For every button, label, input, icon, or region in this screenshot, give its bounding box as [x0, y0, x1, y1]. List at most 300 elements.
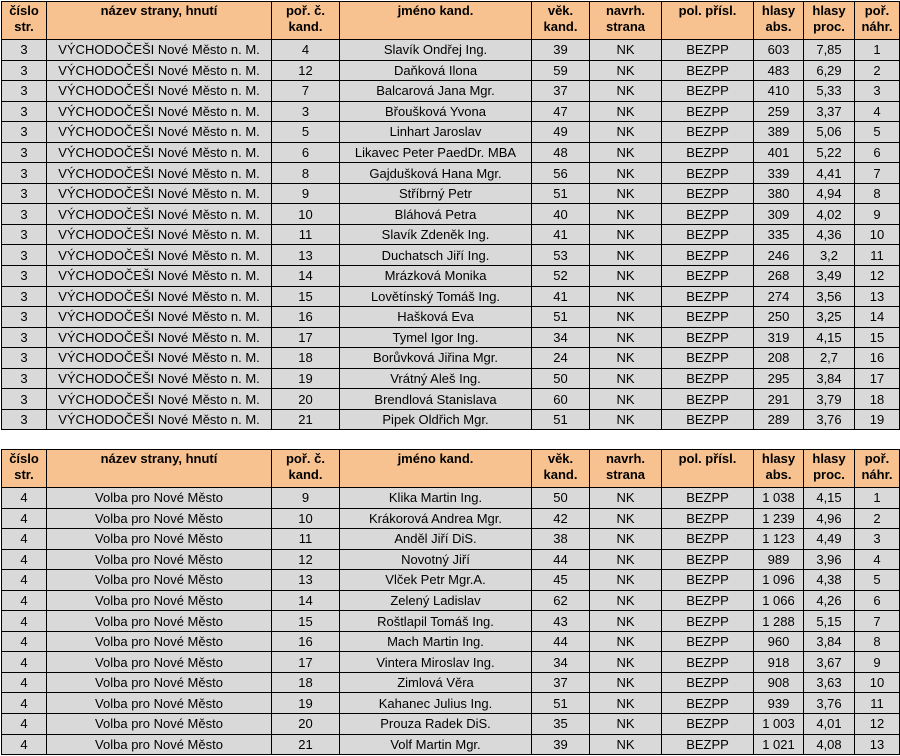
cell-votes-percent: 3,56 — [804, 286, 855, 307]
cell-candidate-age: 35 — [532, 714, 590, 735]
table-row — [2, 286, 900, 307]
cell-votes-absolute: 246 — [754, 245, 804, 266]
cell-political-affiliation: BEZPP — [662, 245, 754, 266]
cell-candidate-name: Zimlová Věra — [340, 672, 532, 693]
table-row — [2, 488, 900, 509]
header-candidate-age: věk. kand. — [532, 2, 590, 40]
cell-nominating-party: NK — [590, 40, 662, 61]
table-row — [2, 368, 900, 389]
table-row — [2, 734, 900, 755]
cell-nominating-party: NK — [590, 611, 662, 632]
cell-party-number: 4 — [2, 714, 47, 735]
cell-substitute-order: 12 — [855, 266, 900, 287]
cell-candidate-name: Roštlapil Tomáš Ing. — [340, 611, 532, 632]
table-row — [2, 348, 900, 369]
cell-candidate-age: 50 — [532, 368, 590, 389]
header-votes-percent: hlasy proc. — [804, 2, 855, 40]
table-row — [2, 631, 900, 652]
header-votes-percent: hlasy proc. — [804, 450, 855, 488]
cell-candidate-age: 39 — [532, 734, 590, 755]
cell-candidate-name: Linhart Jaroslav — [340, 122, 532, 143]
cell-votes-absolute: 380 — [754, 183, 804, 204]
cell-votes-absolute: 319 — [754, 327, 804, 348]
table-row — [2, 81, 900, 102]
cell-candidate-order: 13 — [272, 570, 340, 591]
cell-party-name: Volba pro Nové Město — [47, 693, 272, 714]
cell-substitute-order: 11 — [855, 245, 900, 266]
cell-candidate-order: 17 — [272, 652, 340, 673]
cell-votes-percent: 3,76 — [804, 409, 855, 430]
header-row — [2, 2, 900, 40]
cell-candidate-age: 51 — [532, 183, 590, 204]
cell-candidate-age: 51 — [532, 409, 590, 430]
cell-political-affiliation: BEZPP — [662, 224, 754, 245]
cell-votes-percent: 4,49 — [804, 529, 855, 550]
cell-political-affiliation: BEZPP — [662, 183, 754, 204]
cell-candidate-age: 37 — [532, 672, 590, 693]
cell-candidate-age: 60 — [532, 389, 590, 410]
cell-candidate-age: 38 — [532, 529, 590, 550]
cell-votes-percent: 4,38 — [804, 570, 855, 591]
header-political-affiliation: pol. přísl. — [662, 2, 754, 40]
cell-candidate-order: 15 — [272, 611, 340, 632]
table-row — [2, 40, 900, 61]
cell-nominating-party: NK — [590, 122, 662, 143]
cell-party-name: Volba pro Nové Město — [47, 734, 272, 755]
cell-nominating-party: NK — [590, 529, 662, 550]
cell-party-number: 3 — [2, 204, 47, 225]
cell-candidate-name: Vlček Petr Mgr.A. — [340, 570, 532, 591]
cell-candidate-age: 44 — [532, 631, 590, 652]
cell-candidate-name: Stříbrný Petr — [340, 183, 532, 204]
cell-votes-percent: 3,84 — [804, 631, 855, 652]
header-candidate-age: věk. kand. — [532, 450, 590, 488]
cell-candidate-order: 11 — [272, 224, 340, 245]
cell-party-name: Volba pro Nové Město — [47, 611, 272, 632]
cell-substitute-order: 16 — [855, 348, 900, 369]
cell-nominating-party: NK — [590, 389, 662, 410]
cell-party-number: 4 — [2, 672, 47, 693]
cell-candidate-age: 47 — [532, 101, 590, 122]
cell-nominating-party: NK — [590, 409, 662, 430]
cell-party-number: 4 — [2, 508, 47, 529]
cell-candidate-name: Krákorová Andrea Mgr. — [340, 508, 532, 529]
cell-party-name: VÝCHODOČEŠI Nové Město n. M. — [47, 122, 272, 143]
cell-nominating-party: NK — [590, 245, 662, 266]
cell-candidate-order: 3 — [272, 101, 340, 122]
cell-candidate-name: Duchatsch Jiří Ing. — [340, 245, 532, 266]
table-header — [2, 2, 900, 40]
cell-votes-percent: 4,15 — [804, 327, 855, 348]
cell-substitute-order: 4 — [855, 101, 900, 122]
cell-party-name: VÝCHODOČEŠI Nové Město n. M. — [47, 163, 272, 184]
cell-political-affiliation: BEZPP — [662, 163, 754, 184]
cell-substitute-order: 3 — [855, 81, 900, 102]
cell-nominating-party: NK — [590, 224, 662, 245]
cell-party-number: 3 — [2, 307, 47, 328]
cell-candidate-name: Brendlová Stanislava — [340, 389, 532, 410]
cell-political-affiliation: BEZPP — [662, 327, 754, 348]
cell-candidate-order: 7 — [272, 81, 340, 102]
cell-substitute-order: 1 — [855, 488, 900, 509]
cell-candidate-order: 14 — [272, 590, 340, 611]
cell-candidate-age: 40 — [532, 204, 590, 225]
header-political-affiliation: pol. přísl. — [662, 450, 754, 488]
cell-political-affiliation: BEZPP — [662, 204, 754, 225]
cell-votes-absolute: 939 — [754, 693, 804, 714]
cell-candidate-name: Vintera Miroslav Ing. — [340, 652, 532, 673]
cell-candidate-order: 18 — [272, 348, 340, 369]
cell-votes-percent: 4,08 — [804, 734, 855, 755]
cell-votes-percent: 4,15 — [804, 488, 855, 509]
cell-votes-absolute: 1 239 — [754, 508, 804, 529]
cell-candidate-age: 44 — [532, 549, 590, 570]
cell-votes-absolute: 1 123 — [754, 529, 804, 550]
cell-candidate-name: Břoušková Yvona — [340, 101, 532, 122]
cell-party-name: VÝCHODOČEŠI Nové Město n. M. — [47, 204, 272, 225]
cell-party-name: Volba pro Nové Město — [47, 529, 272, 550]
cell-candidate-age: 51 — [532, 307, 590, 328]
cell-votes-absolute: 603 — [754, 40, 804, 61]
cell-candidate-age: 49 — [532, 122, 590, 143]
cell-party-number: 3 — [2, 409, 47, 430]
cell-votes-percent: 2,7 — [804, 348, 855, 369]
cell-votes-percent: 3,76 — [804, 693, 855, 714]
cell-political-affiliation: BEZPP — [662, 652, 754, 673]
cell-candidate-order: 19 — [272, 693, 340, 714]
cell-votes-percent: 4,41 — [804, 163, 855, 184]
cell-party-name: VÝCHODOČEŠI Nové Město n. M. — [47, 368, 272, 389]
cell-party-number: 3 — [2, 40, 47, 61]
cell-candidate-name: Klika Martin Ing. — [340, 488, 532, 509]
table-body — [2, 40, 900, 430]
cell-political-affiliation: BEZPP — [662, 488, 754, 509]
table-row — [2, 652, 900, 673]
cell-political-affiliation: BEZPP — [662, 409, 754, 430]
cell-political-affiliation: BEZPP — [662, 368, 754, 389]
table-row — [2, 60, 900, 81]
table-row — [2, 389, 900, 410]
cell-nominating-party: NK — [590, 348, 662, 369]
cell-votes-absolute: 389 — [754, 122, 804, 143]
cell-party-number: 4 — [2, 611, 47, 632]
cell-party-number: 3 — [2, 348, 47, 369]
cell-nominating-party: NK — [590, 693, 662, 714]
cell-nominating-party: NK — [590, 652, 662, 673]
cell-votes-percent: 3,2 — [804, 245, 855, 266]
cell-party-number: 3 — [2, 245, 47, 266]
table-row — [2, 307, 900, 328]
cell-candidate-age: 43 — [532, 611, 590, 632]
cell-political-affiliation: BEZPP — [662, 508, 754, 529]
results-table-party-4 — [1, 449, 900, 755]
cell-substitute-order: 7 — [855, 163, 900, 184]
cell-party-name: VÝCHODOČEŠI Nové Město n. M. — [47, 286, 272, 307]
cell-party-name: Volba pro Nové Město — [47, 488, 272, 509]
cell-votes-absolute: 483 — [754, 60, 804, 81]
table-row — [2, 549, 900, 570]
cell-nominating-party: NK — [590, 590, 662, 611]
cell-candidate-name: Balcarová Jana Mgr. — [340, 81, 532, 102]
cell-votes-absolute: 268 — [754, 266, 804, 287]
cell-candidate-name: Hašková Eva — [340, 307, 532, 328]
cell-candidate-name: Anděl Jiří DiS. — [340, 529, 532, 550]
cell-candidate-age: 34 — [532, 327, 590, 348]
cell-nominating-party: NK — [590, 570, 662, 591]
cell-votes-percent: 4,96 — [804, 508, 855, 529]
cell-substitute-order: 9 — [855, 652, 900, 673]
cell-candidate-name: Bláhová Petra — [340, 204, 532, 225]
cell-votes-absolute: 410 — [754, 81, 804, 102]
cell-party-name: Volba pro Nové Město — [47, 549, 272, 570]
table-row — [2, 714, 900, 735]
cell-substitute-order: 9 — [855, 204, 900, 225]
table-row — [2, 672, 900, 693]
cell-nominating-party: NK — [590, 672, 662, 693]
header-party-name: název strany, hnutí — [47, 450, 272, 488]
cell-substitute-order: 2 — [855, 508, 900, 529]
cell-candidate-name: Zelený Ladislav — [340, 590, 532, 611]
cell-votes-percent: 5,22 — [804, 142, 855, 163]
cell-votes-absolute: 908 — [754, 672, 804, 693]
cell-substitute-order: 11 — [855, 693, 900, 714]
header-substitute-order: poř. náhr. — [855, 2, 900, 40]
cell-candidate-name: Volf Martin Mgr. — [340, 734, 532, 755]
cell-votes-absolute: 1 288 — [754, 611, 804, 632]
cell-political-affiliation: BEZPP — [662, 60, 754, 81]
cell-nominating-party: NK — [590, 204, 662, 225]
table-row — [2, 101, 900, 122]
header-candidate-order: poř. č. kand. — [272, 2, 340, 40]
cell-party-number: 4 — [2, 529, 47, 550]
cell-party-name: Volba pro Nové Město — [47, 570, 272, 591]
cell-party-name: VÝCHODOČEŠI Nové Město n. M. — [47, 142, 272, 163]
cell-nominating-party: NK — [590, 307, 662, 328]
cell-votes-absolute: 289 — [754, 409, 804, 430]
cell-nominating-party: NK — [590, 734, 662, 755]
cell-political-affiliation: BEZPP — [662, 40, 754, 61]
cell-candidate-order: 12 — [272, 549, 340, 570]
cell-candidate-age: 45 — [532, 570, 590, 591]
cell-votes-percent: 3,37 — [804, 101, 855, 122]
cell-candidate-order: 21 — [272, 409, 340, 430]
cell-candidate-age: 41 — [532, 286, 590, 307]
cell-substitute-order: 13 — [855, 286, 900, 307]
cell-candidate-age: 62 — [532, 590, 590, 611]
cell-political-affiliation: BEZPP — [662, 142, 754, 163]
table-row — [2, 508, 900, 529]
cell-candidate-name: Slavík Ondřej Ing. — [340, 40, 532, 61]
cell-substitute-order: 18 — [855, 389, 900, 410]
cell-candidate-order: 17 — [272, 327, 340, 348]
cell-party-name: VÝCHODOČEŠI Nové Město n. M. — [47, 60, 272, 81]
cell-candidate-age: 52 — [532, 266, 590, 287]
cell-votes-absolute: 1 096 — [754, 570, 804, 591]
cell-candidate-order: 4 — [272, 40, 340, 61]
header-candidate-name: jméno kand. — [340, 2, 532, 40]
cell-party-name: Volba pro Nové Město — [47, 652, 272, 673]
cell-candidate-name: Lovětínský Tomáš Ing. — [340, 286, 532, 307]
cell-candidate-age: 51 — [532, 693, 590, 714]
cell-nominating-party: NK — [590, 183, 662, 204]
cell-party-number: 3 — [2, 224, 47, 245]
table-row — [2, 570, 900, 591]
cell-substitute-order: 6 — [855, 590, 900, 611]
cell-political-affiliation: BEZPP — [662, 529, 754, 550]
cell-candidate-order: 14 — [272, 266, 340, 287]
table-body — [2, 488, 900, 755]
cell-party-number: 3 — [2, 122, 47, 143]
cell-party-number: 3 — [2, 266, 47, 287]
cell-party-name: Volba pro Nové Město — [47, 590, 272, 611]
cell-votes-percent: 4,26 — [804, 590, 855, 611]
cell-party-number: 3 — [2, 286, 47, 307]
cell-party-name: VÝCHODOČEŠI Nové Město n. M. — [47, 327, 272, 348]
cell-candidate-order: 10 — [272, 204, 340, 225]
cell-candidate-name: Likavec Peter PaedDr. MBA — [340, 142, 532, 163]
header-votes-absolute: hlasy abs. — [754, 2, 804, 40]
cell-votes-percent: 3,25 — [804, 307, 855, 328]
cell-candidate-order: 20 — [272, 714, 340, 735]
cell-party-number: 4 — [2, 631, 47, 652]
cell-candidate-age: 59 — [532, 60, 590, 81]
cell-political-affiliation: BEZPP — [662, 389, 754, 410]
cell-candidate-order: 12 — [272, 60, 340, 81]
cell-nominating-party: NK — [590, 266, 662, 287]
cell-candidate-order: 11 — [272, 529, 340, 550]
cell-nominating-party: NK — [590, 488, 662, 509]
cell-candidate-name: Vrátný Aleš Ing. — [340, 368, 532, 389]
cell-votes-absolute: 335 — [754, 224, 804, 245]
cell-political-affiliation: BEZPP — [662, 549, 754, 570]
cell-substitute-order: 6 — [855, 142, 900, 163]
header-party-number: číslo str. — [2, 2, 47, 40]
header-candidate-name: jméno kand. — [340, 450, 532, 488]
cell-votes-absolute: 295 — [754, 368, 804, 389]
cell-candidate-age: 24 — [532, 348, 590, 369]
cell-substitute-order: 14 — [855, 307, 900, 328]
cell-candidate-order: 18 — [272, 672, 340, 693]
table-row — [2, 163, 900, 184]
cell-nominating-party: NK — [590, 163, 662, 184]
table-row — [2, 611, 900, 632]
cell-nominating-party: NK — [590, 101, 662, 122]
cell-nominating-party: NK — [590, 508, 662, 529]
cell-votes-percent: 5,06 — [804, 122, 855, 143]
cell-nominating-party: NK — [590, 327, 662, 348]
cell-party-number: 3 — [2, 163, 47, 184]
cell-candidate-order: 19 — [272, 368, 340, 389]
header-party-name: název strany, hnutí — [47, 2, 272, 40]
cell-candidate-name: Borůvková Jiřina Mgr. — [340, 348, 532, 369]
table-header — [2, 450, 900, 488]
header-party-number: číslo str. — [2, 450, 47, 488]
cell-candidate-age: 41 — [532, 224, 590, 245]
cell-candidate-age: 39 — [532, 40, 590, 61]
cell-political-affiliation: BEZPP — [662, 631, 754, 652]
cell-candidate-order: 8 — [272, 163, 340, 184]
cell-party-number: 3 — [2, 142, 47, 163]
cell-candidate-order: 21 — [272, 734, 340, 755]
cell-votes-percent: 3,67 — [804, 652, 855, 673]
cell-substitute-order: 1 — [855, 40, 900, 61]
cell-party-name: VÝCHODOČEŠI Nové Město n. M. — [47, 183, 272, 204]
cell-substitute-order: 19 — [855, 409, 900, 430]
cell-party-name: VÝCHODOČEŠI Nové Město n. M. — [47, 245, 272, 266]
cell-party-name: Volba pro Nové Město — [47, 672, 272, 693]
cell-substitute-order: 15 — [855, 327, 900, 348]
cell-party-number: 4 — [2, 488, 47, 509]
cell-party-name: Volba pro Nové Město — [47, 631, 272, 652]
table-row — [2, 409, 900, 430]
cell-substitute-order: 3 — [855, 529, 900, 550]
cell-substitute-order: 13 — [855, 734, 900, 755]
cell-votes-percent: 4,01 — [804, 714, 855, 735]
cell-political-affiliation: BEZPP — [662, 348, 754, 369]
cell-votes-absolute: 208 — [754, 348, 804, 369]
cell-candidate-order: 15 — [272, 286, 340, 307]
cell-votes-percent: 4,94 — [804, 183, 855, 204]
cell-candidate-name: Gajdušková Hana Mgr. — [340, 163, 532, 184]
cell-candidate-name: Mrázková Monika — [340, 266, 532, 287]
cell-candidate-order: 20 — [272, 389, 340, 410]
cell-votes-percent: 3,49 — [804, 266, 855, 287]
cell-votes-percent: 3,84 — [804, 368, 855, 389]
cell-votes-absolute: 339 — [754, 163, 804, 184]
cell-substitute-order: 4 — [855, 549, 900, 570]
cell-votes-absolute: 1 066 — [754, 590, 804, 611]
cell-political-affiliation: BEZPP — [662, 590, 754, 611]
cell-candidate-age: 56 — [532, 163, 590, 184]
cell-party-name: Volba pro Nové Město — [47, 508, 272, 529]
cell-nominating-party: NK — [590, 714, 662, 735]
table-row — [2, 327, 900, 348]
cell-candidate-age: 42 — [532, 508, 590, 529]
cell-political-affiliation: BEZPP — [662, 611, 754, 632]
header-substitute-order: poř. náhr. — [855, 450, 900, 488]
cell-candidate-order: 9 — [272, 183, 340, 204]
cell-party-number: 3 — [2, 60, 47, 81]
cell-party-name: VÝCHODOČEŠI Nové Město n. M. — [47, 224, 272, 245]
cell-votes-absolute: 309 — [754, 204, 804, 225]
cell-votes-absolute: 918 — [754, 652, 804, 673]
cell-party-number: 3 — [2, 101, 47, 122]
cell-votes-percent: 3,63 — [804, 672, 855, 693]
cell-votes-percent: 3,96 — [804, 549, 855, 570]
cell-candidate-name: Daňková Ilona — [340, 60, 532, 81]
cell-votes-absolute: 1 038 — [754, 488, 804, 509]
cell-political-affiliation: BEZPP — [662, 266, 754, 287]
table-row — [2, 122, 900, 143]
cell-substitute-order: 5 — [855, 122, 900, 143]
cell-party-name: VÝCHODOČEŠI Nové Město n. M. — [47, 348, 272, 369]
cell-political-affiliation: BEZPP — [662, 570, 754, 591]
table-row — [2, 693, 900, 714]
cell-candidate-age: 48 — [532, 142, 590, 163]
cell-party-number: 3 — [2, 368, 47, 389]
cell-party-name: VÝCHODOČEŠI Nové Město n. M. — [47, 307, 272, 328]
cell-candidate-name: Slavík Zdeněk Ing. — [340, 224, 532, 245]
cell-party-name: VÝCHODOČEŠI Nové Město n. M. — [47, 81, 272, 102]
table-row — [2, 142, 900, 163]
cell-candidate-order: 6 — [272, 142, 340, 163]
cell-substitute-order: 5 — [855, 570, 900, 591]
cell-party-number: 4 — [2, 734, 47, 755]
cell-nominating-party: NK — [590, 286, 662, 307]
table-row — [2, 183, 900, 204]
cell-party-number: 4 — [2, 549, 47, 570]
cell-candidate-age: 53 — [532, 245, 590, 266]
